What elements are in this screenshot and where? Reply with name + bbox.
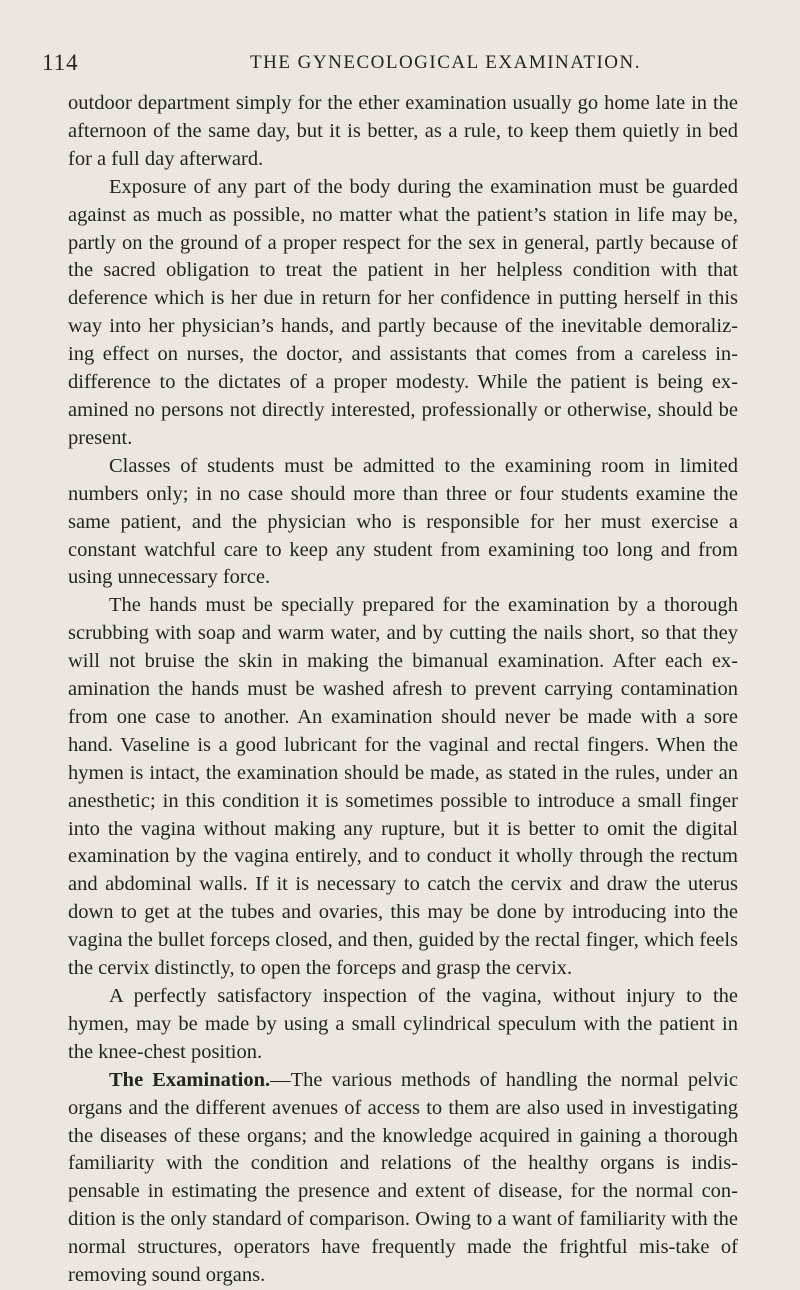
page-number: 114 [42, 50, 79, 75]
running-head-title: THE GYNECOLOGICAL EXAMINATION. [250, 52, 641, 73]
paragraph-continued: outdoor department simply for the ether examination usually go home late in the afternoon of the same day, but it is better, as a rule, to keep them quietly in bed for a full day afterward. [68, 92, 738, 170]
paragraph-hands: The hands must be specially prepared for the examination by a thorough scrubbing with soap and warm water, and by cutting the nails short, so that they will not bruise the skin in making the bimanual examination. After each ex-amination the hands must be washed afresh to prevent carrying contamination from one case to another. An examination should never be made with a sore hand. Vaseline is a good lubricant for the vaginal and rectal fingers. When the hymen is intact, the examination should be made, as stated in the rules, under an anesthetic; in this condition it is sometimes possible to introduce a small finger into the vagina without making any rupture, but it is better to omit the digital examination by the vagina entirely, and to conduct it wholly through the rectum and abdominal walls. If it is necessary to catch the cervix and draw the uterus down to get at the tubes and ovaries, this may be done by introducing into the vagina the bullet forceps closed, and then, guided by the rectal finger, which feels the cervix distinctly, to open the forceps and grasp the cervix. [68, 594, 738, 980]
paragraph-examination [68, 1067, 738, 1290]
paragraph-students: Classes of students must be admitted to the examining room in limited numbers only; in no case should more than three or four students examine the same patient, and the physician who is responsible for her must exercise a constant watchful care to keep any student from examining too long and from using unnecessary force. [68, 454, 738, 589]
running-head [42, 42, 738, 75]
paragraph-exposure: Exposure of any part of the body during the examination must be guarded against as much as possible, no matter what the patient’s station in life may be, partly on the ground of a proper respect for the sex in general, partly because of the sacred obligation to treat the patient in her helpless condition with that deference which is her due in return for her confidence in putting herself in this way into her physician’s hands, and partly because of the inevitable demoraliz-ing effect on nurses, the doctor, and assistants that comes from a careless in-difference to the dictates of a proper modesty. While the patient is being ex-amined no persons not directly interested, professionally or otherwise, should be present. [68, 175, 738, 449]
section-text: —The various methods of handling the normal pelvic organs and the different avenues of access to them are also used in investigating the diseases of these organs; and the knowledge acquired in gaining a thorough familiarity with the condition and relations of the healthy organs is indis-pensable in estimating the presence and extent of disease, for the normal con-dition is the only standard of comparison. Owing to a want of familiarity with the normal structures, operators have frequently made the frightful mis-take of removing sound organs. [68, 1068, 738, 1287]
body-text [68, 90, 738, 1290]
paragraph-inspection: A perfectly satisfactory inspection of the vagina, without injury to the hymen, may be made by using a small cylindrical speculum with the patient in the knee-chest position. [68, 985, 738, 1063]
section-heading: The Examination. [109, 1068, 271, 1091]
